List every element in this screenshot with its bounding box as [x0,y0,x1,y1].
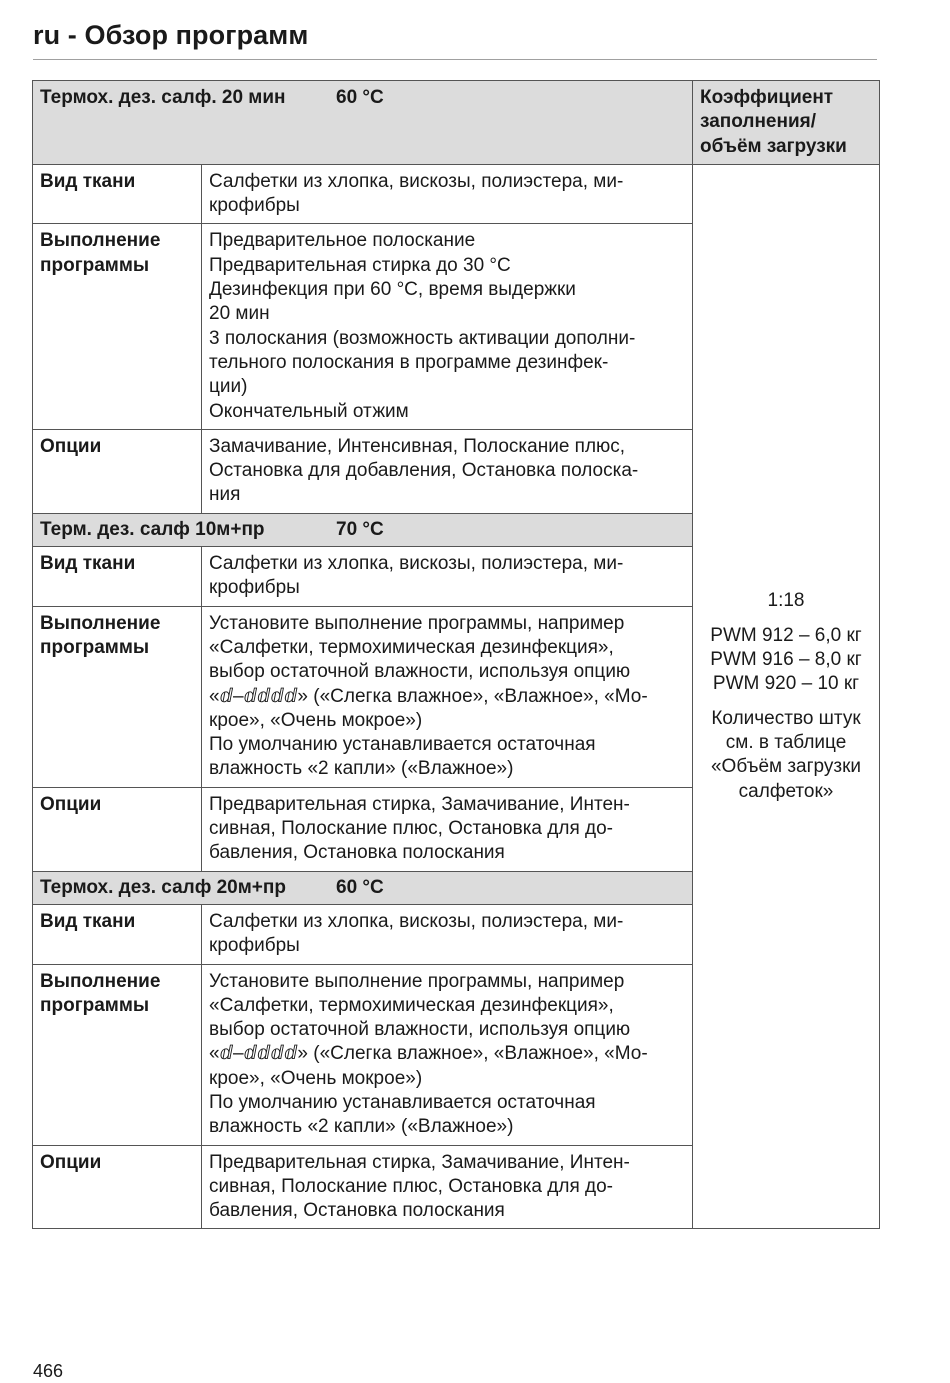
side-header-line: Коэффициент [700,87,834,108]
row-label-cell [33,429,202,513]
program-header-cell [33,871,693,904]
page-title: ru - Обзор программ [33,20,309,50]
row-label-cell [33,1145,202,1229]
row-value-line: Установите выполнение программы, например [209,612,625,634]
title-divider [33,59,877,60]
row-value-cell [202,787,693,871]
row-label-cell [33,964,202,1145]
row-value-line: влажность «2 капли» («Влажное») [209,1116,514,1138]
program-name: Терм. дез. салф 10м+пр [40,518,265,540]
load-ratio-header-cell [693,81,880,165]
row-value-line: крофибры [209,195,300,217]
program-table [32,80,880,1229]
row-value-cell [202,547,693,607]
load-note-line: «Объём загрузки [710,756,862,778]
row-value-line: Окончательный отжим [209,400,409,422]
row-value-line: ния [209,484,241,506]
row-value-line: Салфетки из хлопка, вискозы, полиэстера, ми- [209,170,624,192]
row-value-line: Предварительная стирка, Замачивание, Интен- [209,793,630,815]
row-value-line: Остановка для добавления, Остановка полоска- [209,460,639,482]
row-value-line: крофибры [209,577,300,599]
row-value-line: крое», «Очень мокрое») [209,1067,423,1089]
load-note-line: см. в таблице [725,731,847,753]
row-label: Опции [40,435,102,457]
row-value-line: влажность «2 капли» («Влажное») [209,758,514,780]
row-value-line: Салфетки из хлопка, вискозы, полиэстера, ми- [209,553,624,575]
load-capacity-line: PWM 916 – 8,0 кг [710,649,862,671]
row-label: Опции [40,793,102,815]
row-value-line: Предварительная стирка, Замачивание, Интен- [209,1151,630,1173]
row-value-line: Замачивание, Интенсивная, Полоскание плюс, [209,435,626,457]
row-value-line: Предварительная стирка до 30 °C [209,254,511,276]
load-ratio-cell [693,164,880,1229]
row-value-line: крое», «Очень мокрое») [209,709,423,731]
row-label: программы [40,994,150,1016]
row-value-line: По умолчанию устанавливается остаточная [209,1091,596,1113]
row-value-cell [202,224,693,429]
row-value-line: Салфетки из хлопка, вискозы, полиэстера, ми- [209,910,624,932]
row-label: программы [40,636,150,658]
program-name: Термох. дез. салф 20м+пр [40,876,286,898]
program-temperature: 70 °C [336,518,384,540]
row-value-line: «ⅆ–ⅆⅆⅆⅆ» («Слегка влажное», «Влажное», «Мо- [209,1043,648,1065]
row-value-line: бавления, Остановка полоскания [209,1200,505,1222]
row-value-cell [202,606,693,787]
row-value-line: Установите выполнение программы, например [209,970,625,992]
row-value-line: тельного полоскания в программе дезинфек- [209,351,609,373]
row-label-cell [33,547,202,607]
row-label: Выполнение [40,230,161,252]
program-table-body [33,81,880,1229]
load-note-line: салфеток» [738,780,834,802]
program-temperature: 60 °C [336,87,384,108]
side-header-line: заполнения/ [700,111,817,133]
row-value-line: бавления, Остановка полоскания [209,842,505,864]
row-label-cell [33,224,202,429]
load-ratio-value: 1:18 [767,590,805,612]
row-label-cell [33,164,202,224]
side-header-line: объём загрузки [700,135,847,157]
row-value-line: сивная, Полоскание плюс, Остановка для до- [209,1175,614,1197]
row-value-cell [202,1145,693,1229]
row-label: Опции [40,1151,102,1173]
load-note-line: Количество штук [711,707,861,729]
row-value-line: выбор остаточной влажности, используя опцию [209,1019,631,1041]
load-capacity-line: PWM 912 – 6,0 кг [710,624,862,646]
row-value-cell [202,164,693,224]
row-value-cell [202,429,693,513]
row-label: Выполнение [40,612,161,634]
program-name: Термох. дез. салф. 20 мин [40,87,286,108]
row-value-line: «ⅆ–ⅆⅆⅆⅆ» («Слегка влажное», «Влажное», «Мо- [209,685,648,707]
table-header-row [33,81,880,165]
row-label: Вид ткани [40,170,136,192]
row-value-cell [202,904,693,964]
row-value-line: крофибры [209,935,300,957]
row-value-line: «Салфетки, термохимическая дезинфекция», [209,994,614,1016]
row-value-line: сивная, Полоскание плюс, Остановка для до- [209,818,614,840]
row-value-line: «Салфетки, термохимическая дезинфекция», [209,636,614,658]
table-row [33,164,880,224]
row-label: программы [40,254,150,276]
row-value-line: 20 мин [209,303,270,325]
row-label-cell [33,606,202,787]
row-value-line: Дезинфекция при 60 °C, время выдержки [209,279,576,301]
row-value-line: 3 полоскания (возможность активации дополни- [209,327,636,349]
row-label: Вид ткани [40,910,136,932]
row-value-line: По умолчанию устанавливается остаточная [209,734,596,756]
row-value-line: выбор остаточной влажности, используя опцию [209,661,631,683]
page-number: 466 [33,1361,64,1381]
row-value-cell [202,964,693,1145]
row-value-line: Предварительное полоскание [209,230,476,252]
row-label: Вид ткани [40,553,136,575]
row-label-cell [33,787,202,871]
load-capacity-line: PWM 920 – 10 кг [712,673,860,695]
program-header-cell [33,81,693,165]
spacer [697,614,875,624]
row-label-cell [33,904,202,964]
program-header-cell [33,513,693,546]
program-temperature: 60 °C [336,876,384,898]
row-value-line: ции) [209,376,248,398]
spacer [697,697,875,707]
row-label: Выполнение [40,970,161,992]
